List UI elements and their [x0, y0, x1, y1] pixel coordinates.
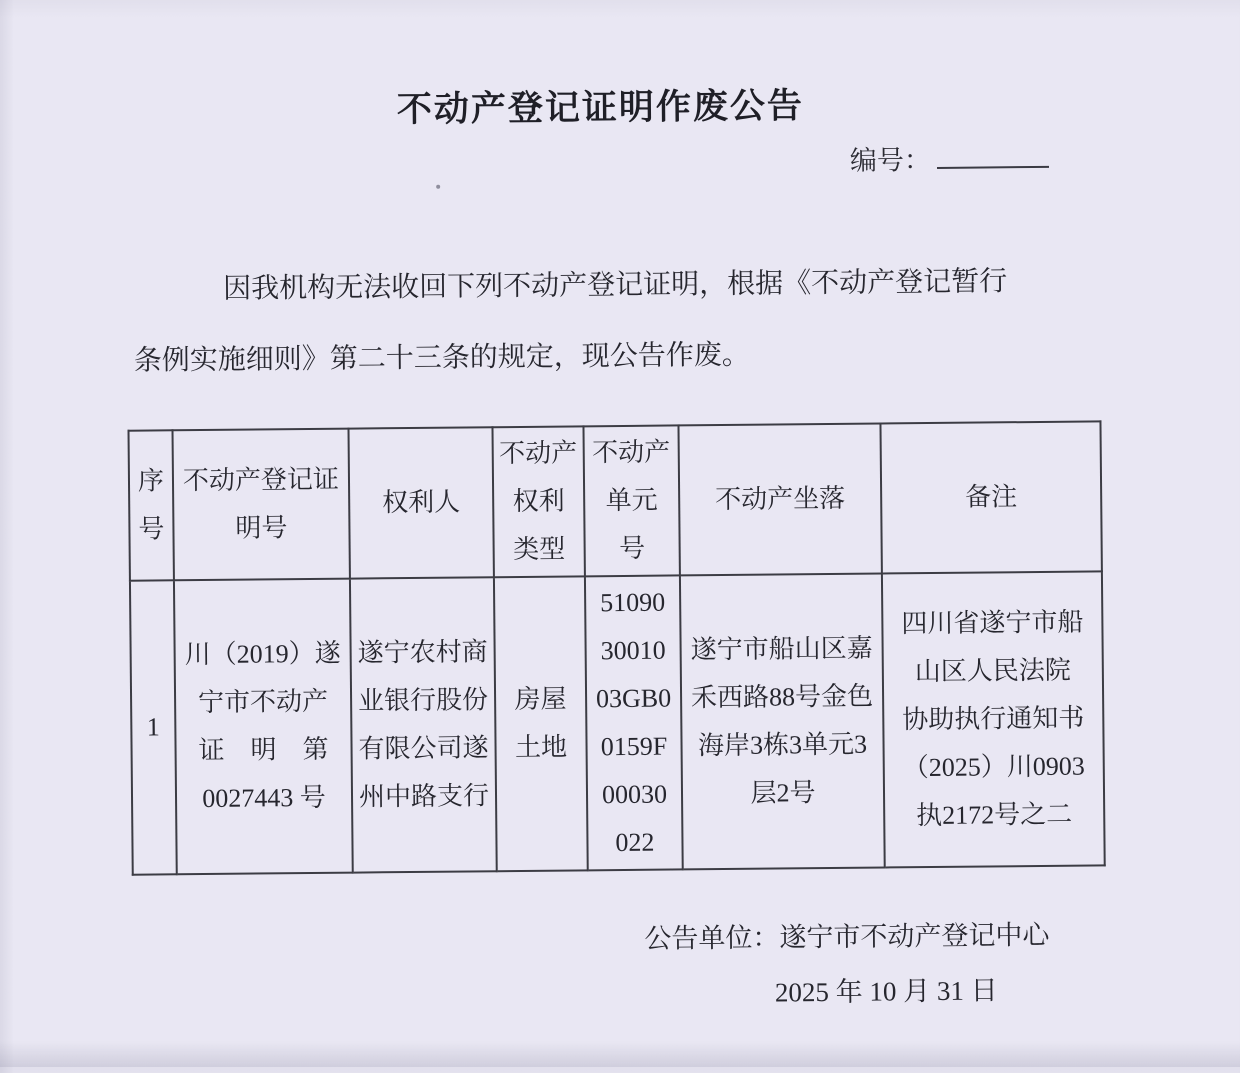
col-header-right-holder: 权利人: [348, 427, 493, 578]
scan-speck: [436, 185, 440, 189]
document-number-row: [850, 138, 1237, 180]
table-header-row: [129, 421, 1102, 580]
notice-body-paragraph: 因我机构无法收回下列不动产登记证明，根据《不动产登记暂行 条例实施细则》第二十三条的规定，现公告作废。: [133, 266, 1008, 377]
col-header-unit-no: 不动产 单元 号: [583, 425, 679, 576]
cell-remarks: 四川省遂宁市船 山区人民法院 协助执行通知书 （2025）川0903 执2172号之二: [882, 571, 1105, 867]
cell-unit-no: 51090 30010 03GB0 0159F 00030 022: [585, 575, 683, 870]
col-header-remarks: 备注: [880, 421, 1101, 573]
cell-right-holder: 遂宁农村商 业银行股份 有限公司遂 州中路支行: [350, 577, 497, 872]
cell-certificate-no: 川（2019）遂 宁市不动产 证 明 第 0027443 号: [174, 579, 353, 875]
date-line: 2025 年 10 月 31 日: [774, 975, 998, 1008]
cell-seq-no: 1: [130, 580, 177, 874]
page-title: 不动产登记证明作废公告: [396, 86, 805, 130]
col-header-seq-no: 序 号: [129, 430, 174, 580]
cell-right-type: 房屋 土地: [494, 576, 588, 871]
document-number-label: 编号：: [849, 145, 932, 176]
issuer-line: 公告单位：遂宁市不动产登记中心: [644, 919, 1050, 954]
cell-location: 遂宁市船山区嘉 禾西路88号金色 海岸3栋3单元3 层2号: [680, 573, 885, 869]
document-number-blank-underline: [937, 142, 1049, 169]
col-header-right-type: 不动产 权利 类型: [492, 426, 584, 577]
col-header-location: 不动产坐落: [678, 423, 881, 575]
col-header-certificate-no: 不动产登记证 明号: [173, 429, 350, 581]
certificates-table: [127, 420, 1105, 875]
table-row: [130, 571, 1105, 874]
